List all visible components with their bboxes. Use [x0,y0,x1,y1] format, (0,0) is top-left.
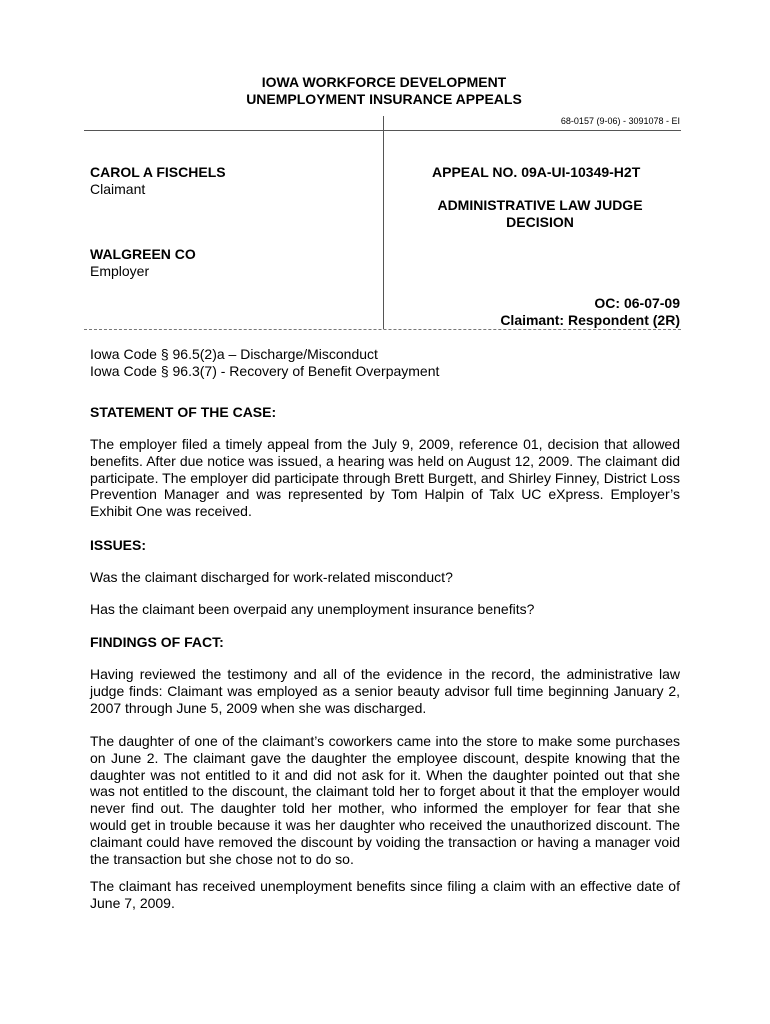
employer-name: WALGREEN CO [90,246,196,262]
code-reference: Iowa Code § 96.5(2)a – Discharge/Misconduct [90,346,378,362]
issues-heading: ISSUES: [90,537,147,553]
appeal-number: APPEAL NO. 09A-UI-10349-H2T [432,164,641,180]
agency-subtitle: UNEMPLOYMENT INSURANCE APPEALS [246,91,522,107]
employer-block [90,246,196,280]
caption-bottom-rule [84,329,681,330]
claimant-status: Claimant: Respondent (2R) [500,312,680,328]
findings-heading: FINDINGS OF FACT: [90,634,224,650]
findings-paragraph: The claimant has received unemployment benefits since filing a claim with an effective date of June 7, 2009. [90,878,680,911]
code-reference: Iowa Code § 96.3(7) - Recovery of Benefit Overpayment [90,363,440,379]
oc-block [500,295,680,329]
issue-item: Was the claimant discharged for work-related misconduct? [90,569,453,585]
issue-item: Has the claimant been overpaid any unemployment insurance benefits? [90,601,535,617]
employer-role: Employer [90,263,150,279]
code-references [90,346,439,380]
findings-paragraph: Having reviewed the testimony and all of the evidence in the record, the administrative law judge finds: Claimant was employed as a senior beauty advisor full time beginning January 2, 2007 through June 5, 2009 when she was discharged. [90,666,680,716]
findings-paragraph: The daughter of one of the claimant’s coworkers came into the store to make some purchases on June 2. The claimant gave the daughter the employee discount, despite knowing that the daughter was not entitled to it and did not ask for it. When the daughter pointed out that she was not entitled to the discount, the claimant told her to forget about it that the employer would never find out. The daughter told her mother, who informed the employer for fear that she would get in trouble because it was her daughter who received the unauthorized discount. The claimant could have removed the discount by voiding the transaction or having a manager void the transaction but she chose not to do so. [90,733,680,867]
decision-title-line1: ADMINISTRATIVE LAW JUDGE [437,197,643,213]
statement-heading: STATEMENT OF THE CASE: [90,404,277,420]
decision-title-line2: DECISION [506,214,574,230]
claimant-name: CAROL A FISCHELS [90,164,226,180]
decision-title [420,197,660,231]
claimant-block [90,164,226,198]
agency-title: IOWA WORKFORCE DEVELOPMENT [261,74,507,90]
caption-divider [383,116,384,329]
form-number: 68-0157 (9-06) - 3091078 - EI [560,116,680,126]
claimant-role: Claimant [90,181,146,197]
oc-date: OC: 06-07-09 [594,295,680,311]
statement-paragraph: The employer filed a timely appeal from the July 9, 2009, reference 01, decision that allowed benefits. After due notice was issued, a hearing was held on August 12, 2009. The claimant did participate. The employer did participate through Brett Burgett, and Shirley Finney, District Loss Prevention Manager and was represented by Tom Halpin of Talx UC eXpress. Employer’s Exhibit One was received. [90,436,680,520]
